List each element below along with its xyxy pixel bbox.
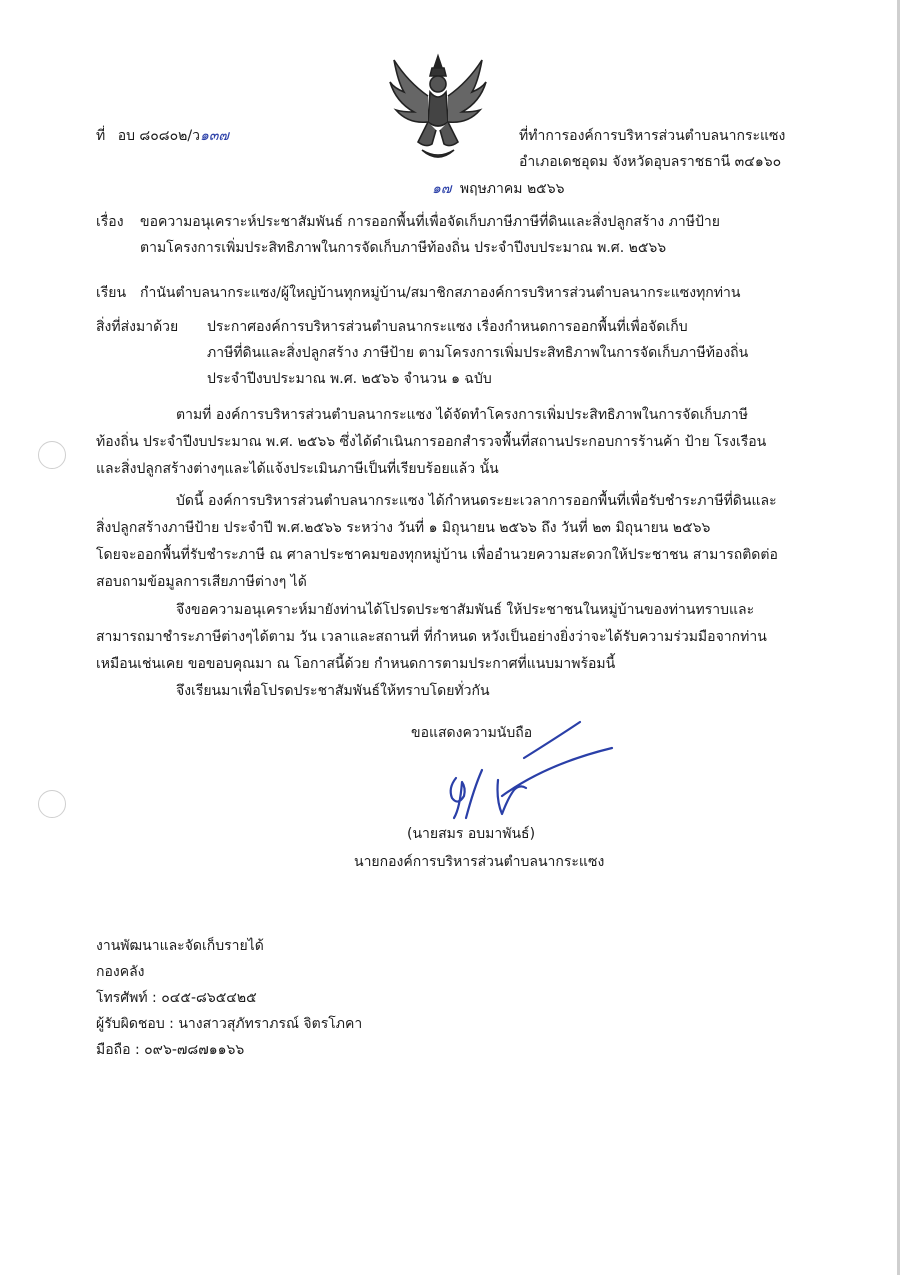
- subject-line2: ตามโครงการเพิ่มประสิทธิภาพในการจัดเก็บภาษีท้องถิ่น ประจำปีงบประมาณ พ.ศ. ๒๕๖๖: [140, 240, 667, 256]
- signature-icon: [436, 718, 626, 828]
- paragraph-line: และสิ่งปลูกสร้างต่างๆและได้แจ้งประเมินภาษีเป็นที่เรียบร้อยแล้ว นั้น: [96, 461, 499, 477]
- doc-number-value: อบ ๘๐๘๐๒/ว: [117, 128, 200, 144]
- paragraph-line: บัดนี้ องค์การบริหารส่วนตำบลนากระแซง ได้กำหนดระยะเวลาการออกพื้นที่เพื่อรับชำระภาษีที่ดินและ: [176, 493, 777, 509]
- footer-mobile: มือถือ : ๐๙๖-๗๘๗๑๑๖๖: [96, 1042, 245, 1058]
- subject-label: เรื่อง: [96, 214, 124, 230]
- recipient-label: เรียน: [96, 285, 127, 301]
- paragraph-line: ท้องถิ่น ประจำปีงบประมาณ พ.ศ. ๒๕๖๖ ซึ่งได้ดำเนินการออกสำรวจพื้นที่สถานประกอบการร้านค้า ป้าย โรงเรือน: [96, 434, 767, 450]
- date-month-year: พฤษภาคม ๒๕๖๖: [459, 181, 565, 197]
- enclosure-line2: ภาษีที่ดินและสิ่งปลูกสร้าง ภาษีป้าย ตามโครงการเพิ่มประสิทธิภาพในการจัดเก็บภาษีท้องถิ่น: [207, 345, 749, 361]
- footer-responsible: ผู้รับผิดชอบ : นางสาวสุภัทราภรณ์ จิตรโภคา: [96, 1016, 363, 1032]
- paragraph-4: จึงเรียนมาเพื่อโปรดประชาสัมพันธ์ให้ทราบโดยทั่วกัน: [176, 683, 490, 699]
- office-address-line2: อำเภอเดชอุดม จังหวัดอุบลราชธานี ๓๔๑๖๐: [519, 154, 782, 170]
- paragraph-3: [96, 597, 796, 678]
- punch-hole-bottom: [38, 790, 66, 818]
- recipient-text: กำนันตำบลนากระแซง/ผู้ใหญ่บ้านทุกหมู่บ้าน/สมาชิกสภาองค์การบริหารส่วนตำบลนากระแซงทุกท่าน: [140, 285, 741, 301]
- footer-department: งานพัฒนาและจัดเก็บรายได้: [96, 938, 264, 954]
- punch-hole-top: [38, 441, 66, 469]
- doc-number: [96, 125, 229, 147]
- paragraph-line: สอบถามข้อมูลการเสียภาษีต่างๆ ได้: [96, 574, 307, 590]
- footer-division: กองคลัง: [96, 964, 145, 980]
- paragraph-2: [96, 488, 796, 596]
- paragraph-1: [96, 402, 796, 483]
- paragraph-line: เหมือนเช่นเคย ขอขอบคุณมา ณ โอกาสนี้ด้วย กำหนดการตามประกาศที่แนบมาพร้อมนี้: [96, 656, 616, 672]
- paragraph-line: โดยจะออกพื้นที่รับชำระภาษี ณ ศาลาประชาคมของทุกหมู่บ้าน เพื่ออำนวยความสะดวกให้ประชาชน สามารถติดต่อ: [96, 547, 778, 563]
- doc-number-handwritten: ๑๓๗: [199, 128, 229, 144]
- letter-date: [432, 178, 565, 200]
- enclosure-label: สิ่งที่ส่งมาด้วย: [96, 319, 179, 335]
- closing-regards: ขอแสดงความนับถือ: [411, 725, 533, 741]
- signatory-position: นายกองค์การบริหารส่วนตำบลนากระแซง: [354, 854, 605, 870]
- enclosure-line1: ประกาศองค์การบริหารส่วนตำบลนากระแซง เรื่องกำหนดการออกพื้นที่เพื่อจัดเก็บ: [207, 319, 688, 335]
- date-day-handwritten: ๑๗: [432, 181, 452, 197]
- footer-phone: โทรศัพท์ : ๐๔๕-๘๖๕๔๒๕: [96, 990, 257, 1006]
- garuda-emblem-icon: [388, 52, 488, 164]
- signatory-name: (นายสมร อบมาพันธ์): [407, 826, 536, 842]
- enclosure-line3: ประจำปีงบประมาณ พ.ศ. ๒๕๖๖ จำนวน ๑ ฉบับ: [207, 371, 492, 387]
- paragraph-line: สามารถมาชำระภาษีต่างๆได้ตาม วัน เวลาและสถานที่ ที่กำหนด หวังเป็นอย่างยิ่งว่าจะได้รับความร่วมมือจากท่าน: [96, 629, 767, 645]
- office-address-line1: ที่ทำการองค์การบริหารส่วนตำบลนากระแซง: [519, 128, 786, 144]
- doc-number-label: ที่: [96, 128, 106, 144]
- paragraph-line: ตามที่ องค์การบริหารส่วนตำบลนากระแซง ได้จัดทำโครงการเพิ่มประสิทธิภาพในการจัดเก็บภาษี: [176, 407, 748, 423]
- subject-line1: ขอความอนุเคราะห์ประชาสัมพันธ์ การออกพื้นที่เพื่อจัดเก็บภาษีภาษีที่ดินและสิ่งปลูกสร้าง ภาษีป้าย: [140, 214, 720, 230]
- paragraph-line: จึงขอความอนุเคราะห์มายังท่านได้โปรดประชาสัมพันธ์ ให้ประชาชนในหมู่บ้านของท่านทราบและ: [176, 602, 755, 618]
- paragraph-line: สิ่งปลูกสร้างภาษีป้าย ประจำปี พ.ศ.๒๕๖๖ ระหว่าง วันที่ ๑ มิถุนายน ๒๕๖๖ ถึง วันที่ ๒๓ มิถุนายน ๒๕๖๖: [96, 520, 711, 536]
